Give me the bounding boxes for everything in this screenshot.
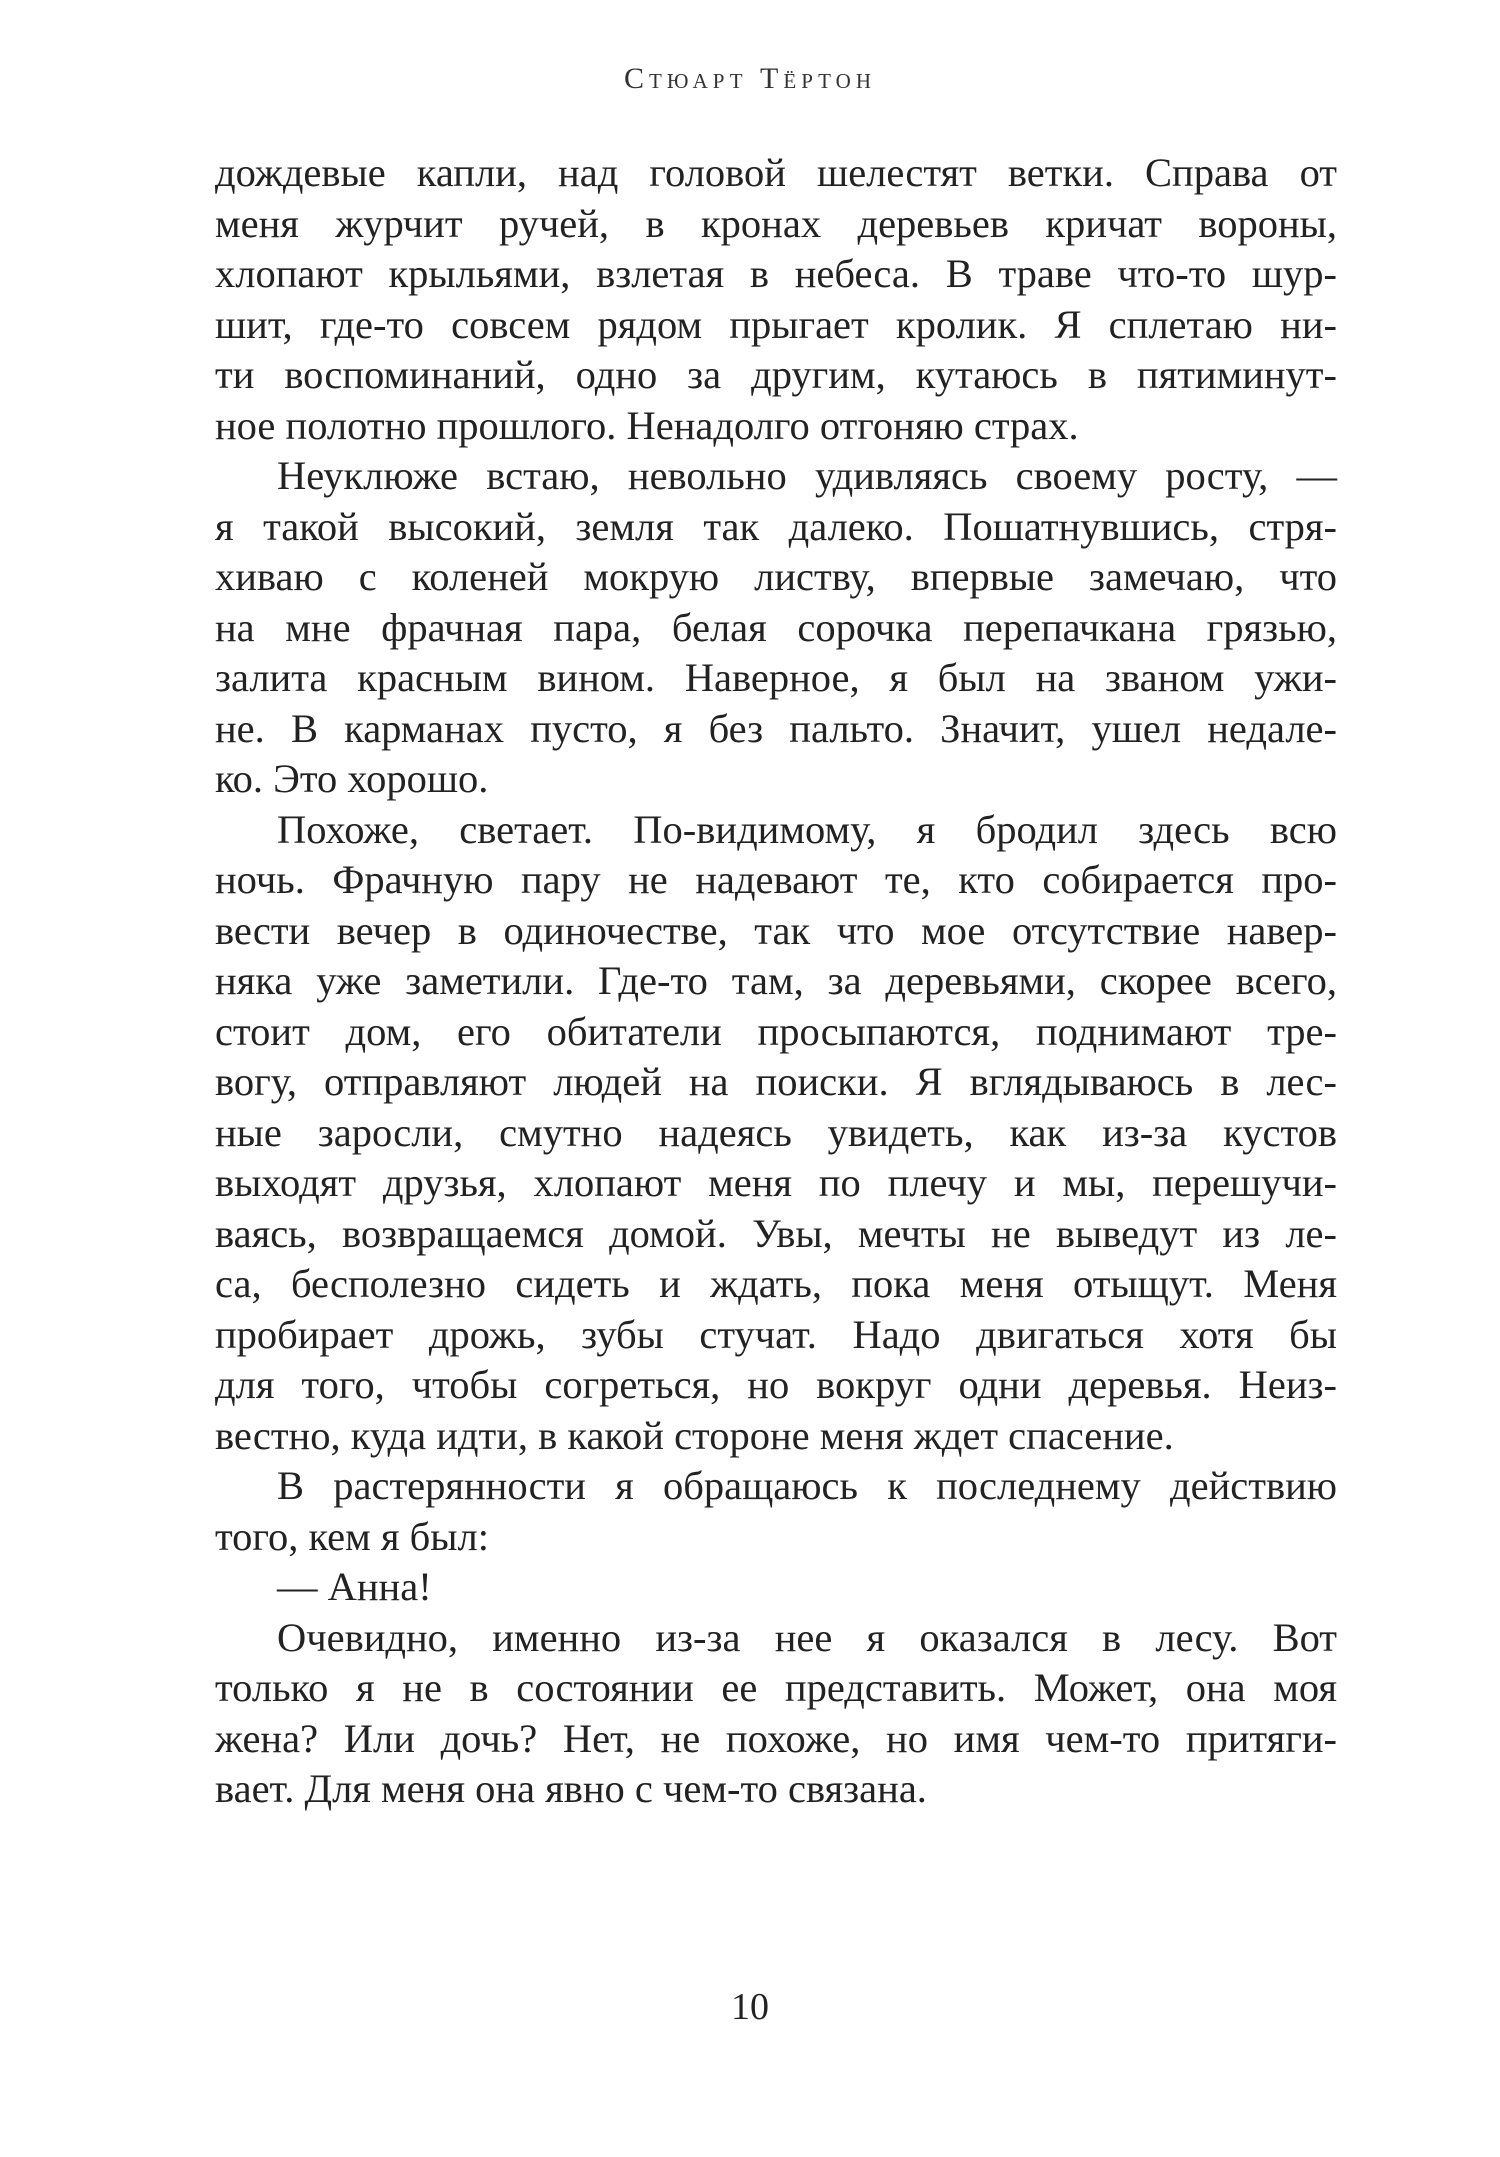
text-line: шит, где-то совсем рядом прыгает кролик. Я сплетаю ни- xyxy=(215,301,1337,347)
text-line: Очевидно, именно из-за нее я оказался в лесу. Вот xyxy=(277,1614,1337,1660)
text-line: я такой высокий, земля так далеко. Пошатнувшись, стря- xyxy=(215,503,1337,549)
text-line: залита красным вином. Наверное, я был на званом ужи- xyxy=(215,655,1337,700)
text-line: Неуклюже встаю, невольно удивляясь своему росту, — xyxy=(277,453,1337,498)
text-line: жена? Или дочь? Нет, не похоже, но имя чем-то притяги- xyxy=(215,1715,1337,1761)
text-line: В растерянности я обращаюсь к последнему действию xyxy=(277,1463,1337,1508)
text-line: для того, чтобы согреться, но вокруг одни деревья. Неиз- xyxy=(215,1362,1337,1407)
text-line: стоит дом, его обитатели просыпаются, поднимают тре- xyxy=(215,1008,1337,1054)
text-line: вогу, отправляют людей на поиски. Я вглядываюсь в лес- xyxy=(215,1059,1337,1104)
text-line: того, кем я был: xyxy=(215,1513,489,1559)
running-head: Стюарт Тёртон xyxy=(623,62,877,95)
text-line: выходят друзья, хлопают меня по плечу и мы, перешучи- xyxy=(215,1160,1337,1205)
text-line: вает. Для меня она явно с чем-то связана. xyxy=(215,1766,927,1811)
text-line: вести вечер в одиночестве, так что мое отсутствие навер- xyxy=(215,907,1337,953)
text-line: ные заросли, смутно надеясь увидеть, как из-за кустов xyxy=(215,1109,1337,1155)
text-line: Похоже, светает. По-видимому, я бродил здесь всю xyxy=(277,806,1337,852)
text-line: на мне фрачная пара, белая сорочка перепачкана грязью, xyxy=(215,604,1337,650)
text-line: ночь. Фрачную пару не надевают те, кто собирается про- xyxy=(215,857,1337,902)
body-text xyxy=(215,148,1337,1815)
text-line: ти воспоминаний, одно за другим, кутаюсь в пятиминут- xyxy=(215,352,1337,397)
text-line: дождевые капли, над головой шелестят ветки. Справа от xyxy=(215,150,1337,195)
paragraph xyxy=(215,1613,1337,1815)
text-line: няка уже заметили. Где-то там, за деревьями, скорее всего, xyxy=(215,958,1337,1003)
page-number: 10 xyxy=(731,1986,769,2028)
text-line: не. В карманах пусто, я без пальто. Значит, ушел недале- xyxy=(215,705,1337,751)
text-line: са, бесполезно сидеть и ждать, пока меня отыщут. Меня xyxy=(215,1261,1337,1306)
paragraph xyxy=(215,148,1337,451)
text-line: только я не в состоянии ее представить. Может, она моя xyxy=(215,1665,1337,1710)
paragraph xyxy=(215,805,1337,1462)
text-line: ное полотно прошлого. Ненадолго отгоняю страх. xyxy=(215,402,1079,448)
paragraph xyxy=(215,451,1337,805)
text-line: — Анна! xyxy=(277,1564,432,1609)
paragraph xyxy=(215,1461,1337,1562)
text-line: пробирает дрожь, зубы стучат. Надо двигаться хотя бы xyxy=(215,1311,1337,1357)
text-line: меня журчит ручей, в кронах деревьев кричат вороны, xyxy=(215,200,1337,246)
text-line: ко. Это хорошо. xyxy=(215,756,489,801)
text-line: ваясь, возвращаемся домой. Увы, мечты не выведут из ле- xyxy=(215,1210,1337,1256)
dialogue-paragraph xyxy=(215,1562,1337,1613)
text-line: хиваю с коленей мокрую листву, впервые замечаю, что xyxy=(215,554,1337,599)
text-line: хлопают крыльями, взлетая в небеса. В траве что-то шур- xyxy=(215,251,1337,296)
text-line: вестно, куда идти, в какой стороне меня ждет спасение. xyxy=(215,1412,1174,1458)
